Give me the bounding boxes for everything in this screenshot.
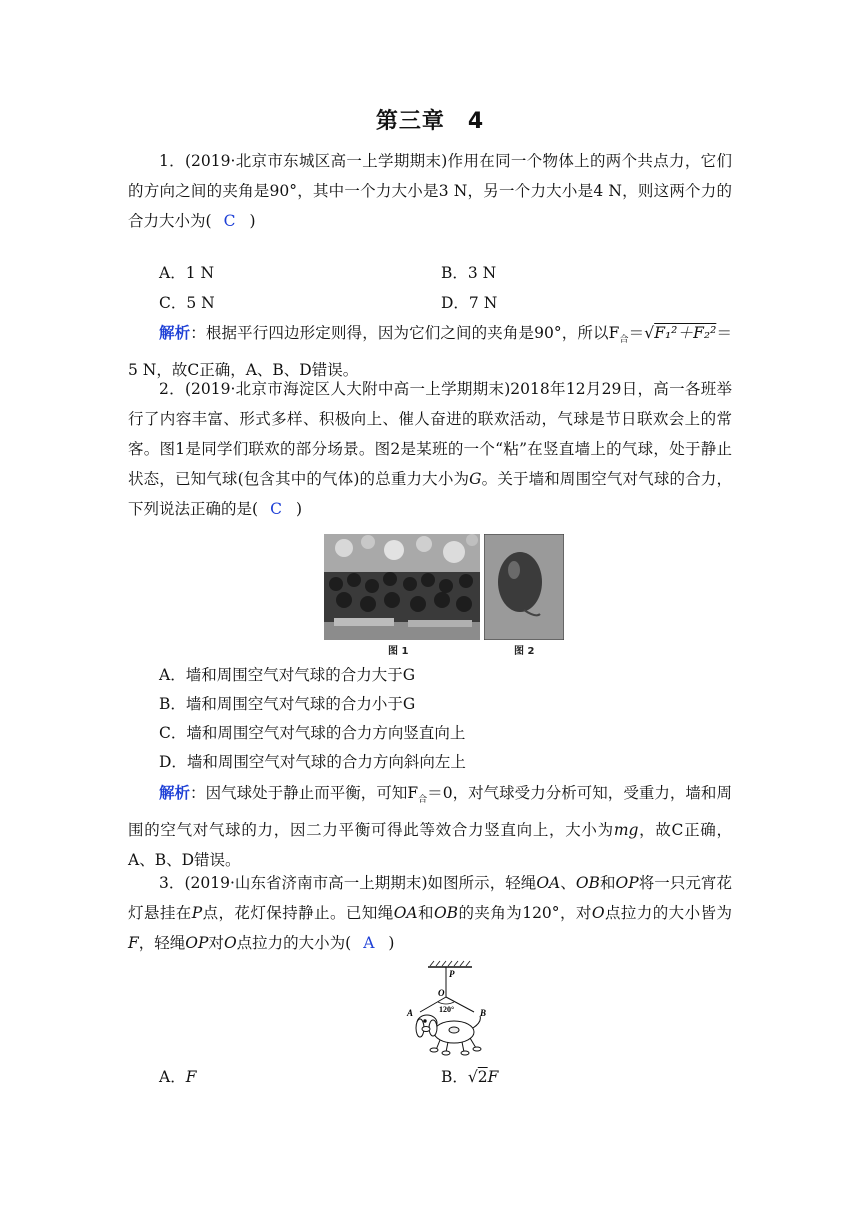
figure-1-caption: 图 1 bbox=[388, 646, 409, 657]
question-1-stem-end: ) bbox=[249, 212, 256, 230]
option-a-label: A． bbox=[159, 1068, 186, 1086]
page-title: 第三章 4 bbox=[375, 109, 485, 134]
question-1-answer: C bbox=[223, 212, 236, 230]
question-2-stem-cont: 。关于墙和周围空气对气球的合力，下列说法正确的是( bbox=[128, 470, 732, 518]
q3-text: 3．(2019·山东省济南市高一上期期末)如图所示，轻绳 bbox=[159, 874, 537, 892]
question-3-option-a bbox=[159, 1062, 196, 1092]
q3-o: O bbox=[223, 934, 237, 952]
question-1-option-d: D．7 N bbox=[441, 294, 498, 312]
sqrt-formula: F₁²＋F₂² bbox=[654, 324, 717, 342]
q3-and: 和 bbox=[417, 904, 434, 922]
equals-sign: ＝ bbox=[628, 324, 645, 342]
option-a-value: F bbox=[185, 1068, 197, 1086]
option-b-root: 2 bbox=[477, 1068, 488, 1086]
question-3-answer: A bbox=[363, 934, 375, 952]
q3-text: 将一只元宵花灯悬挂在 bbox=[128, 874, 732, 922]
figure-2-balloon-photo bbox=[484, 534, 564, 640]
q3-text: 点，花灯保持静止。已知绳 bbox=[202, 904, 394, 922]
q3-text: 对 bbox=[208, 934, 224, 952]
question-1-option-a: A．1 N bbox=[159, 264, 215, 282]
q3-f: F bbox=[128, 934, 139, 952]
q3-o: O bbox=[591, 904, 605, 922]
question-2-stem-end: ) bbox=[295, 500, 302, 518]
symbol-g: G bbox=[469, 470, 482, 488]
q3-op: OP bbox=[615, 874, 639, 892]
question-1-option-b: B．3 N bbox=[441, 264, 497, 282]
label-angle: 120° bbox=[439, 1005, 455, 1014]
question-2-analysis bbox=[128, 778, 732, 875]
label-o: O bbox=[438, 988, 445, 998]
question-2-stem: 2．(2019·北京市海淀区人大附中高一上学期期末)2018年12月29日，高一各班举行了内容丰富、形式多样、积极向上、催人奋进的联欢活动，气球是节日联欢会上的常客。图1是同学们联欢的部分场景。图2是某班的一个“粘”在竖直墙上的气球，处于静止状态，已知气球(包含其中的气体)的总重力大小为 bbox=[128, 380, 732, 488]
option-b-label: B． bbox=[441, 1068, 468, 1086]
question-2 bbox=[128, 374, 732, 524]
q3-text-end: ) bbox=[388, 934, 395, 952]
q3-and: 和 bbox=[599, 874, 616, 892]
sqrt-symbol: √ bbox=[467, 1068, 478, 1086]
dog-lantern-icon bbox=[416, 1015, 481, 1055]
label-p: P bbox=[449, 969, 455, 979]
sqrt-symbol: √ bbox=[644, 324, 655, 342]
figure-2-caption: 图 2 bbox=[514, 646, 535, 657]
analysis-label: 解析 bbox=[159, 783, 191, 802]
figure-1-party-photo bbox=[324, 534, 480, 640]
q3-oa: OA bbox=[536, 874, 561, 892]
analysis-label: 解析 bbox=[159, 323, 191, 342]
question-1-option-c: C．5 N bbox=[159, 294, 215, 312]
q3-text: ，轻绳 bbox=[138, 934, 186, 952]
question-3 bbox=[128, 868, 732, 958]
label-a: A bbox=[407, 1008, 414, 1018]
subscript-he: 合 bbox=[418, 795, 428, 806]
label-b: B bbox=[480, 1008, 487, 1018]
q3-text: 点拉力的大小为( bbox=[236, 934, 352, 952]
analysis-text-end: ＝5 N，故C正确，A、B、D错误。 bbox=[128, 324, 732, 380]
q3-sep: 、 bbox=[560, 874, 576, 892]
option-b-value: F bbox=[487, 1068, 499, 1086]
question-2-option-c: C．墙和周围空气对气球的合力方向竖直向上 bbox=[159, 724, 466, 742]
q3-ob: OB bbox=[433, 904, 459, 922]
analysis-text-end: ，故C正确，A、B、D错误。 bbox=[128, 821, 732, 870]
q3-p: P bbox=[191, 904, 203, 922]
question-2-option-d: D．墙和周围空气对气球的合力方向斜向左上 bbox=[159, 753, 466, 771]
symbol-mg: mg bbox=[613, 821, 639, 840]
q3-ob: OB bbox=[575, 874, 600, 892]
analysis-text-cont: ＝0，对气球受力分析可知，受重力，墙和周围的空气对气球的力，因二力平衡可得此等效合力竖直向上，大小为 bbox=[128, 784, 732, 840]
question-3-option-b bbox=[441, 1062, 498, 1092]
q3-text: 的夹角为120°，对 bbox=[458, 904, 592, 922]
analysis-text: ：因气球处于静止而平衡，可知F bbox=[190, 784, 419, 802]
subscript-he: 合 bbox=[619, 335, 629, 346]
question-2-option-b: B．墙和周围空气对气球的合力小于G bbox=[159, 695, 416, 713]
question-1-stem: 1．(2019·北京市东城区高一上学期期末)作用在同一个物体上的两个共点力，它们的方向之间的夹角是90°，其中一个力大小是3 N，另一个力大小是4 N，则这两个力的合力大小为( bbox=[128, 152, 732, 230]
question-2-option-a: A．墙和周围空气对气球的合力大于G bbox=[159, 666, 416, 684]
q3-text: 点拉力的大小皆为 bbox=[604, 904, 732, 922]
q3-oa: OA bbox=[393, 904, 418, 922]
question-1 bbox=[128, 146, 732, 236]
figure-3-lantern-diagram bbox=[400, 960, 500, 1056]
analysis-text: ：根据平行四边形定则得，因为它们之间的夹角是90°，所以F bbox=[190, 324, 620, 342]
q3-op: OP bbox=[185, 934, 209, 952]
question-2-answer: C bbox=[270, 500, 282, 518]
